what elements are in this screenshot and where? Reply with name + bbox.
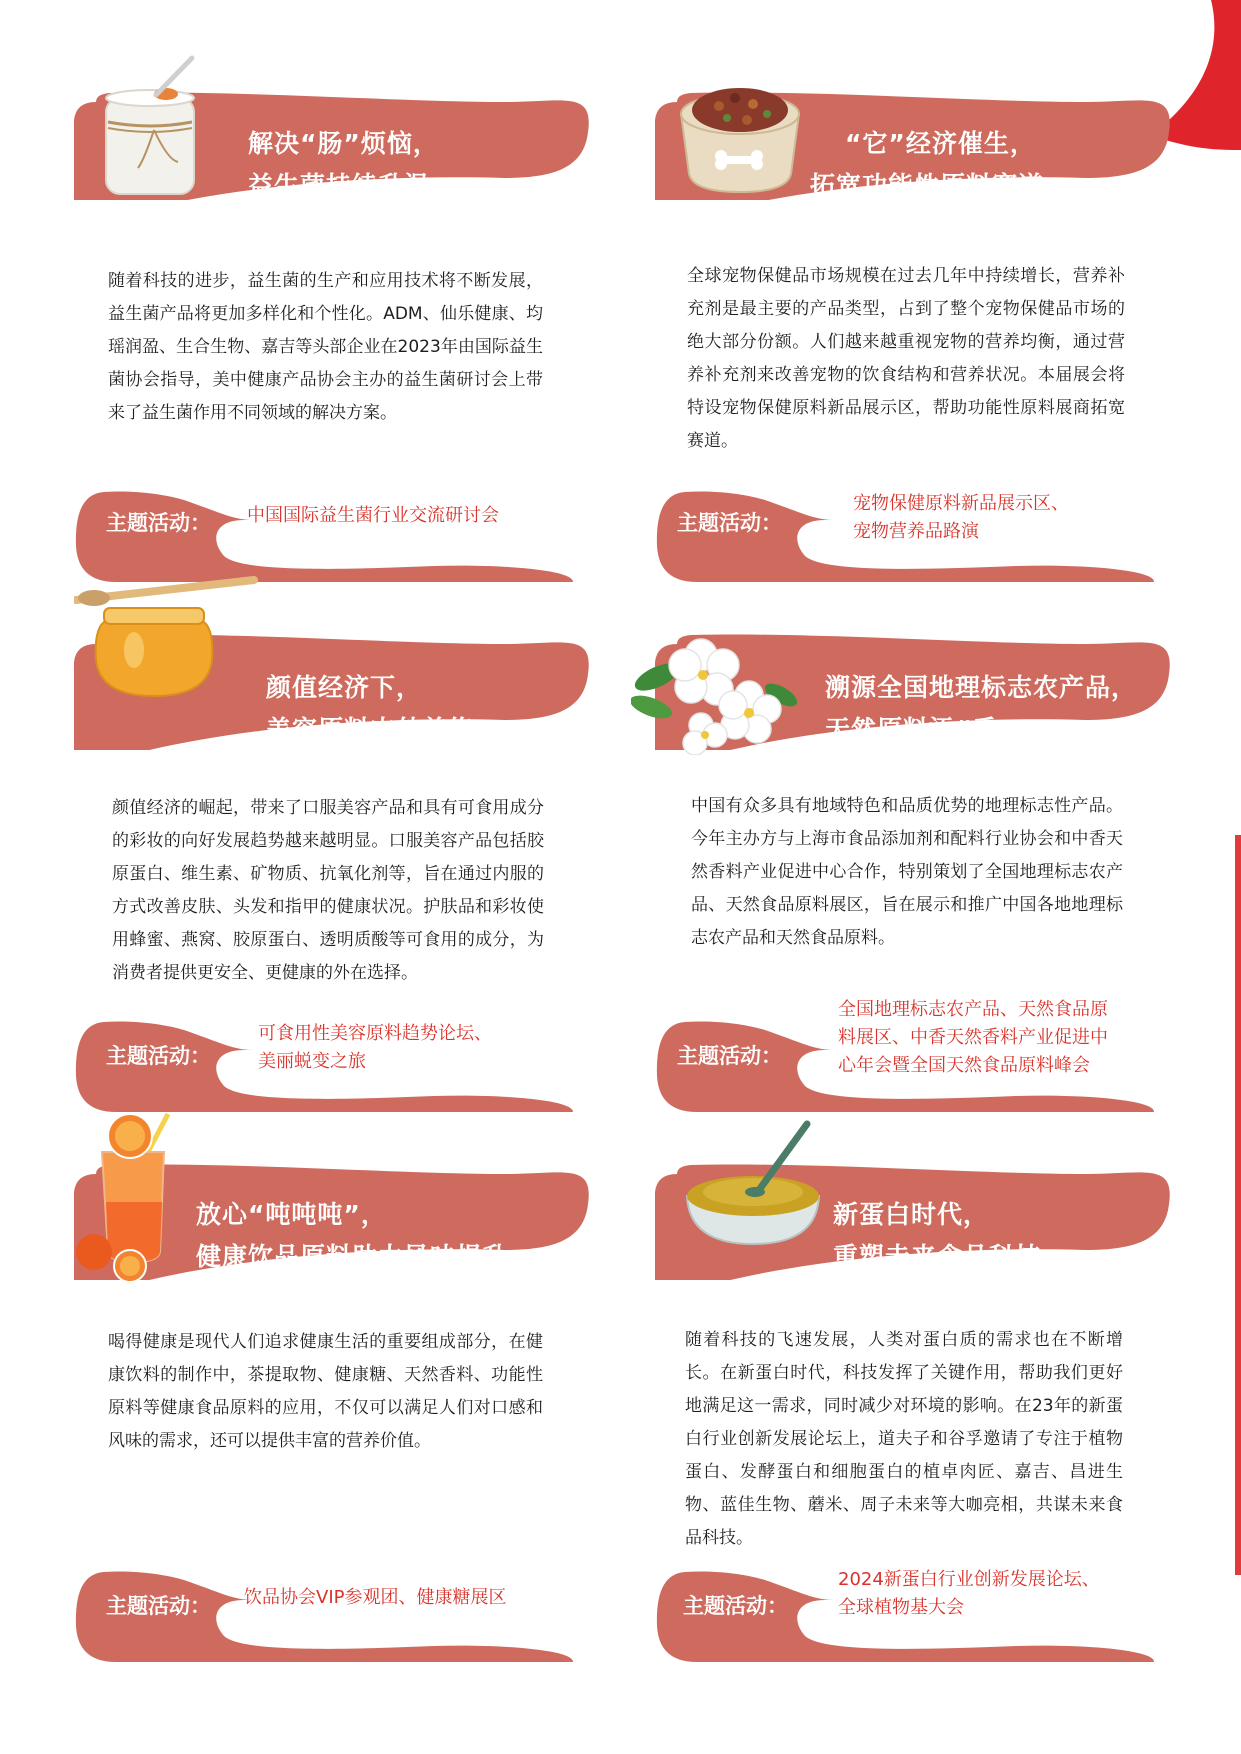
theme-activity-banner [74,1020,594,1120]
theme-activity-value: 饮品协会VIP参观团、健康糖展区 [244,1587,507,1608]
theme-activity-value: 全国地理标志农产品、天然食品原 料展区、中香天然香料产业促进中 心年会暨全国天然食品原料峰会 [838,999,1108,1076]
card-header [655,1130,1175,1280]
pet-food-bowl-icon [675,70,805,200]
theme-activity-label: 主题活动： [683,1594,788,1618]
side-accent-strip [1235,835,1241,1575]
card-header [655,600,1175,750]
orange-drink-icon [74,1112,184,1282]
theme-activity-banner [74,1570,594,1670]
card-title: 放心“吨吨吨”， 健康饮品原料助力风味提升 [196,1200,509,1271]
theme-activity-label: 主题活动： [106,511,211,535]
card-title: 颜值经济下， 美容原料内外兼修 [266,673,475,744]
theme-activity-value: 中国国际益生菌行业交流研讨会 [247,505,499,526]
theme-activity-label: 主题活动： [677,1044,782,1068]
card-header [655,50,1175,200]
card-title: 解决“肠”烦恼， 益生菌持续升温 [248,129,439,200]
theme-activity-value: 宠物保健原料新品展示区、 宠物营养品路演 [853,493,1069,542]
card-description: 随着科技的进步，益生菌的生产和应用技术将不断发展，益生菌产品将更加多样化和个性化。ADM、仙乐健康、均瑶润盈、生合生物、嘉吉等头部企业在2023年由国际益生菌协会指导，美中健康产品协会主办的益生菌研讨会上带来了益生菌作用不同领域的解决方案。 [108,271,543,423]
theme-activity-label: 主题活动： [106,1044,211,1068]
theme-activity-banner [655,1570,1175,1670]
theme-activity-label: 主题活动： [106,1594,211,1618]
card-description: 颜值经济的崛起，带来了口服美容产品和具有可食用成分的彩妆的向好发展趋势越来越明显。口服美容产品包括胶原蛋白、维生素、矿物质、抗氧化剂等，旨在通过内服的方式改善皮肤、头发和指甲的健康状况。护肤品和彩妆使用蜂蜜、燕窝、胶原蛋白、透明质酸等可食用的成分，为消费者提供更安全、更健康的外在选择。 [112,798,544,983]
jasmine-flower-icon [631,625,801,755]
protein-powder-bowl-icon [683,1120,833,1250]
theme-activity-banner [655,999,1175,1120]
card-header [74,50,594,200]
card-header [74,1130,594,1280]
card-title: “它”经济催生， 拓宽功能性原料赛道 [810,129,1045,200]
theme-activity-label: 主题活动： [677,511,782,535]
theme-activity-value: 可食用性美容原料趋势论坛、 美丽蜕变之旅 [258,1023,492,1072]
theme-activity-value: 2024新蛋白行业创新发展论坛、 全球植物基大会 [838,1569,1100,1618]
theme-activity-banner [655,490,1175,590]
yogurt-jar-icon [96,50,206,200]
honey-jar-icon [74,570,264,700]
card-title: 溯源全国地理标志农产品， 天然原料添“香” [825,673,1138,744]
card-description: 全球宠物保健品市场规模在过去几年中持续增长，营养补充剂是最主要的产品类型，占到了整个宠物保健品市场的绝大部分份额。人们越来越重视宠物的营养均衡，通过营养补充剂来改善宠物的饮食结构和营养状况。本届展会将特设宠物保健原料新品展示区，帮助功能性原料展商拓宽赛道。 [687,266,1125,451]
card-header [74,600,594,750]
card-description: 喝得健康是现代人们追求健康生活的重要组成部分，在健康饮料的制作中，茶提取物、健康糖、天然香料、功能性原料等健康食品原料的应用，不仅可以满足人们对口感和风味的需求，还可以提供丰富的营养价值。 [108,1332,543,1451]
card-description: 中国有众多具有地域特色和品质优势的地理标志性产品。今年主办方与上海市食品添加剂和配料行业协会和中香天然香料产业促进中心合作，特别策划了全国地理标志农产品、天然食品原料展区，旨在展示和推广中国各地地理标志农产品和天然食品原料。 [691,796,1123,948]
card-description: 随着科技的飞速发展，人类对蛋白质的需求也在不断增长。在新蛋白时代，科技发挥了关键作用，帮助我们更好地满足这一需求，同时减少对环境的影响。在23年的新蛋白行业创新发展论坛上，道夫子和谷孚邀请了专注于植物蛋白、发酵蛋白和细胞蛋白的植卓肉匠、嘉吉、昌进生物、蓝佳生物、蘑米、周子未来等大咖亮相，共谋未来食品科技。 [685,1330,1123,1548]
card-title: 新蛋白时代， 重塑未来食品科技 [833,1200,1042,1271]
